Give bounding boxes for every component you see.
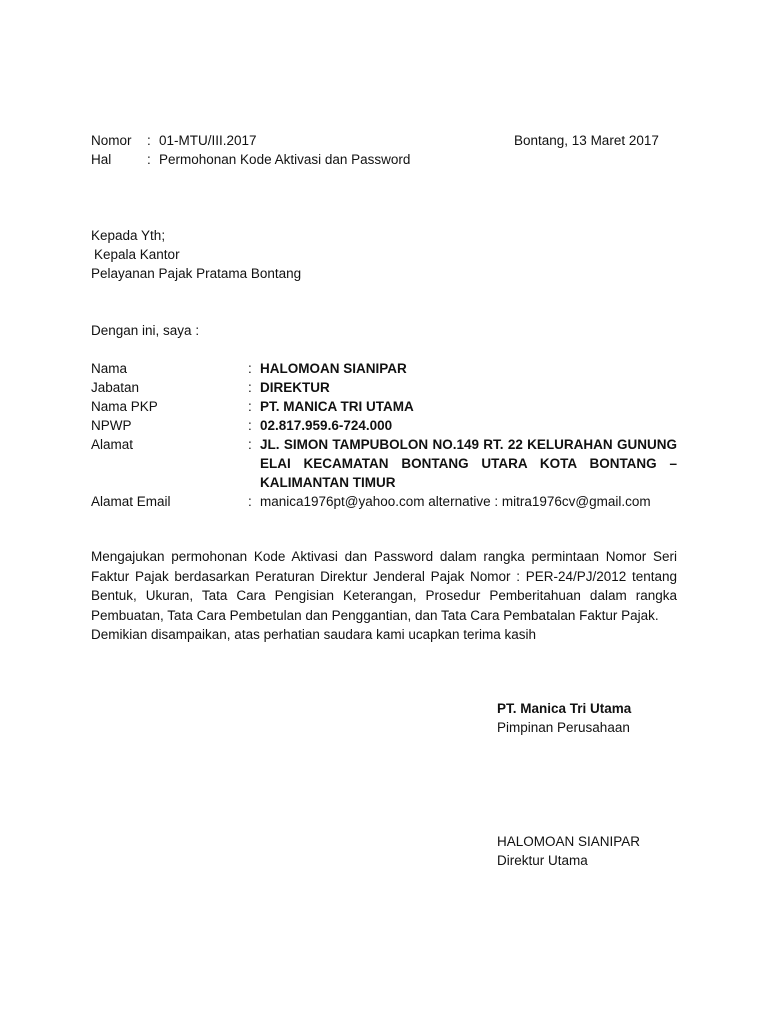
nama-label: Nama [91, 361, 128, 376]
body-line2: Faktur Pajak berdasarkan Peraturan Direktur Jenderal Pajak Nomor : PER-24/PJ/2012 tentang [91, 568, 677, 584]
npwp-label: NPWP [91, 418, 132, 433]
recipient-line2: Kepala Kantor [94, 247, 180, 262]
nomor-colon: : [147, 133, 151, 148]
alamat-line1: JL. SIMON TAMPUBOLON NO.149 RT. 22 KELURAHAN GUNUNG [260, 437, 677, 452]
signature-name: HALOMOAN SIANIPAR [497, 834, 641, 849]
hal-colon: : [147, 152, 151, 167]
npwp-colon: : [248, 418, 252, 433]
alamat-label: Alamat [91, 437, 134, 452]
closing-text: Demikian disampaikan, atas perhatian saudara kami ucapkan terima kasih [91, 627, 536, 642]
signature-role: Pimpinan Perusahaan [497, 720, 630, 735]
email-colon: : [248, 494, 252, 509]
hal-value: Permohonan Kode Aktivasi dan Password [159, 152, 411, 167]
body-line1: Mengajukan permohonan Kode Aktivasi dan Password dalam rangka permintaan Nomor Seri [91, 549, 677, 564]
nama-colon: : [248, 361, 252, 376]
alamat-value [260, 435, 677, 492]
jabatan-colon: : [248, 380, 252, 395]
alamat-colon: : [248, 437, 252, 452]
alamat-line2: ELAI KECAMATAN BONTANG UTARA KOTA BONTANG – [260, 456, 677, 471]
place-date: Bontang, 13 Maret 2017 [514, 133, 659, 148]
npwp-value: 02.817.959.6-724.000 [260, 418, 393, 433]
nomor-label: Nomor [91, 133, 132, 148]
namapkp-label: Nama PKP [91, 399, 158, 414]
email-label: Alamat Email [91, 494, 171, 509]
intro-text: Dengan ini, saya : [91, 323, 200, 338]
signature-company: PT. Manica Tri Utama [497, 701, 632, 716]
recipient-line3: Pelayanan Pajak Pratama Bontang [91, 266, 302, 281]
body-line4: Pembuatan, Tata Cara Pembetulan dan Penggantian, dan Tata Cara Pembatalan Faktur Pajak. [91, 607, 659, 623]
namapkp-colon: : [248, 399, 252, 414]
jabatan-label: Jabatan [91, 380, 140, 395]
namapkp-value: PT. MANICA TRI UTAMA [260, 399, 414, 414]
signature-title: Direktur Utama [497, 853, 588, 868]
hal-label: Hal [91, 152, 112, 167]
email-value: manica1976pt@yahoo.com alternative : mitra1976cv@gmail.com [260, 494, 651, 509]
body-paragraph [91, 547, 677, 625]
alamat-line3: KALIMANTAN TIMUR [260, 475, 396, 490]
nama-value: HALOMOAN SIANIPAR [260, 361, 407, 376]
recipient-line1: Kepada Yth; [91, 228, 166, 243]
jabatan-value: DIREKTUR [260, 380, 330, 395]
nomor-value: 01-MTU/III.2017 [159, 133, 257, 148]
body-line3: Bentuk, Ukuran, Tata Cara Pengisian Keterangan, Prosedur Pemberitahuan dalam rangka [91, 588, 677, 603]
